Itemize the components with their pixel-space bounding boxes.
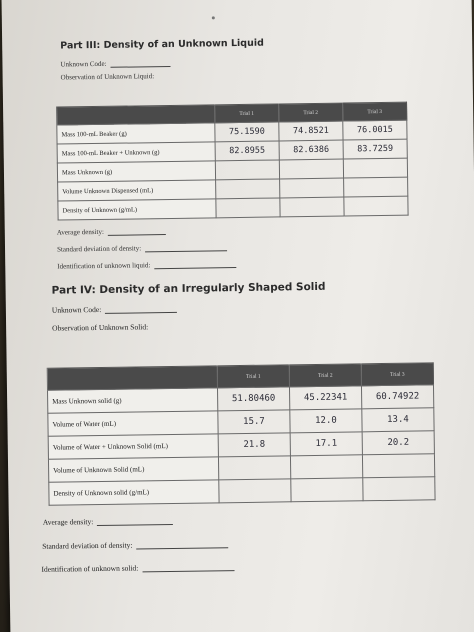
part3-std-dev	[57, 243, 227, 253]
cell-trial2[interactable]	[279, 159, 343, 179]
cell-trial2[interactable]: 82.6386	[279, 140, 343, 160]
part4-unknown-code	[52, 304, 177, 315]
part4-title: Part IV: Density of an Irregularly Shaped Solid	[51, 280, 326, 297]
part3-title: Part III: Density of an Unknown Liquid	[60, 37, 264, 52]
cell-trial2[interactable]: 45.22341	[289, 386, 361, 410]
part4-std-dev	[42, 539, 228, 551]
cell-trial1[interactable]: 21.8	[218, 433, 290, 457]
part3-std-blank[interactable]	[145, 250, 227, 252]
cell-trial3[interactable]: 60.74922	[361, 385, 433, 409]
part4-identification	[41, 562, 234, 574]
part3-id-label: Identification of unknown liquid:	[57, 261, 151, 271]
cell-trial2[interactable]	[290, 455, 362, 479]
cell-trial3[interactable]	[363, 477, 435, 501]
cell-trial2[interactable]	[280, 197, 344, 217]
cell-trial3[interactable]	[362, 454, 434, 478]
row-label: Volume of Water (mL)	[48, 411, 218, 436]
part3-id-blank[interactable]	[154, 267, 236, 269]
part3-observation-label: Observation of Unknown Liquid:	[60, 72, 155, 82]
cell-trial3[interactable]	[343, 158, 407, 178]
row-label: Volume of Unknown Solid (mL)	[48, 457, 218, 482]
cell-trial2[interactable]: 74.8521	[279, 121, 343, 141]
cell-trial3[interactable]	[344, 196, 408, 216]
part3-average-density	[57, 227, 166, 237]
part3-std-label: Standard deviation of density:	[56, 244, 142, 254]
part3-average-blank[interactable]	[108, 234, 166, 236]
part4-average-blank[interactable]	[97, 524, 173, 526]
cell-trial3[interactable]: 20.2	[362, 431, 434, 455]
part3-header-trial2: Trial 2	[279, 103, 343, 122]
cell-trial3[interactable]: 13.4	[362, 408, 434, 432]
cell-trial3[interactable]: 83.7259	[343, 139, 407, 159]
row-label: Mass 100-mL Beaker + Unknown (g)	[57, 142, 215, 163]
part4-std-blank[interactable]	[136, 547, 228, 549]
part4-std-label: Standard deviation of density:	[42, 540, 133, 551]
cell-trial2[interactable]	[280, 178, 344, 198]
cell-trial3[interactable]: 76.0015	[343, 120, 407, 140]
row-label: Density of Unknown (g/mL)	[58, 199, 216, 220]
part4-header-trial1: Trial 1	[217, 365, 289, 388]
cell-trial1[interactable]	[215, 160, 279, 180]
cell-trial1[interactable]	[218, 456, 290, 480]
part4-observation-label: Observation of Unknown Solid:	[52, 322, 149, 333]
part4-unknown-code-blank[interactable]	[105, 312, 177, 314]
part4-id-blank[interactable]	[142, 570, 234, 572]
cell-trial1[interactable]: 82.8955	[215, 141, 279, 161]
cell-trial1[interactable]: 75.1590	[215, 122, 279, 142]
part4-average-label: Average density:	[42, 517, 94, 527]
part3-header-blank	[57, 105, 215, 125]
cell-trial2[interactable]: 12.0	[290, 409, 362, 433]
row-label: Mass Unknown solid (g)	[48, 388, 218, 413]
table-row	[58, 196, 408, 220]
cell-trial1[interactable]: 15.7	[218, 410, 290, 434]
row-label: Density of Unknown solid (g/mL)	[49, 480, 219, 505]
cell-trial1[interactable]: 51.80460	[217, 387, 289, 411]
part4-id-label: Identification of unknown solid:	[41, 563, 139, 574]
part4-average-density	[43, 516, 174, 527]
cell-trial1[interactable]	[216, 198, 280, 218]
part3-average-label: Average density:	[56, 227, 104, 237]
worksheet-page	[2, 0, 474, 632]
part4-unknown-code-label: Unknown Code:	[51, 304, 102, 315]
table-row	[49, 477, 435, 505]
part4-header-trial2: Trial 2	[289, 364, 361, 387]
cell-trial1[interactable]	[216, 179, 280, 199]
part3-header-trial1: Trial 1	[215, 104, 279, 123]
part3-identification	[57, 260, 236, 271]
cell-trial1[interactable]	[219, 479, 291, 503]
part3-unknown-code-blank[interactable]	[111, 66, 171, 68]
cell-trial3[interactable]	[344, 177, 408, 197]
row-label: Mass Unknown (g)	[57, 161, 215, 182]
row-label: Volume of Water + Unknown Solid (mL)	[48, 434, 218, 459]
part3-unknown-code-label: Unknown Code:	[60, 59, 107, 69]
part4-header-trial3: Trial 3	[361, 363, 433, 386]
part3-table	[56, 102, 409, 221]
row-label: Mass 100-mL Beaker (g)	[57, 123, 215, 144]
cell-trial2[interactable]	[291, 478, 363, 502]
row-label: Volume Unknown Dispensed (mL)	[58, 180, 216, 201]
part4-table	[47, 362, 436, 505]
cell-trial2[interactable]: 17.1	[290, 432, 362, 456]
part3-header-trial3: Trial 3	[343, 102, 407, 121]
paper-mark	[212, 16, 215, 19]
part3-unknown-code	[60, 59, 170, 69]
part4-header-blank	[47, 366, 217, 390]
